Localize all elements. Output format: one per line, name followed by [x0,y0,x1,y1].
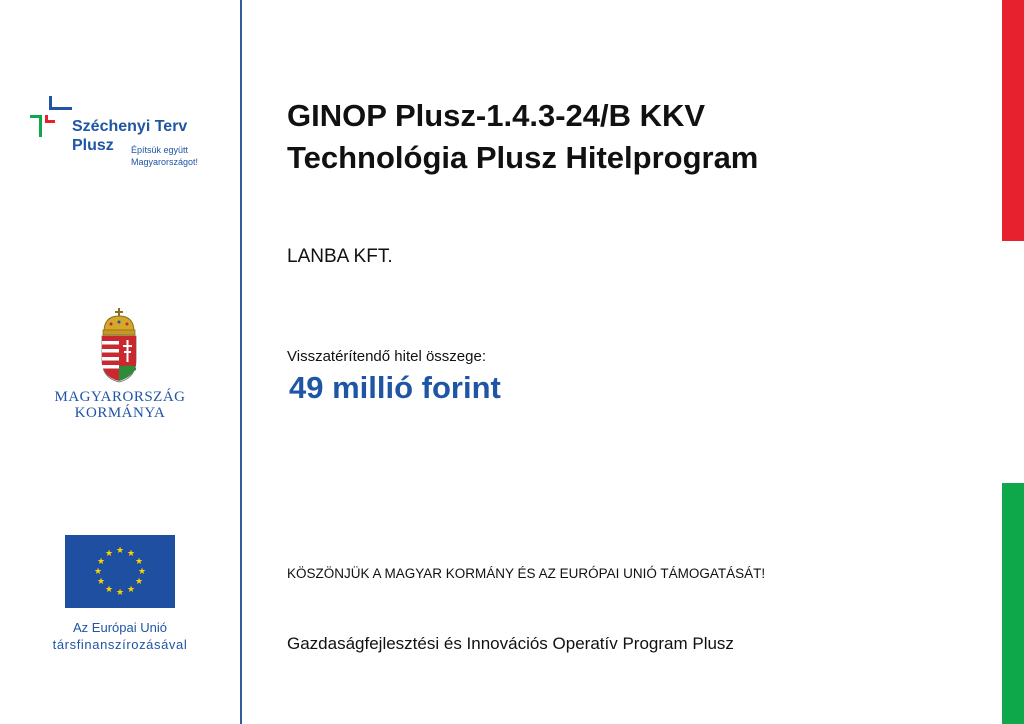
svg-text:★: ★ [137,567,147,577]
szechenyi-tagline [131,144,198,168]
government-name-line2: KORMÁNYA [74,405,166,421]
szechenyi-tagline-line1: Építsük együtt [131,145,189,155]
szechenyi-tagline-line2: Magyarországot! [131,157,199,167]
szechenyi-plusz: Plusz [72,137,114,154]
eu-cofinance-line2: társfinanszírozásával [52,637,188,652]
column-divider [240,0,242,724]
loan-amount-value: 49 millió forint [289,370,501,405]
svg-text:★: ★ [126,585,136,595]
svg-text:★: ★ [104,585,114,595]
eu-cofinance-line1: Az Európai Unió [73,620,167,635]
svg-text:★: ★ [96,577,106,587]
szechenyi-terv-logo [28,96,228,176]
svg-text:★: ★ [126,549,136,559]
operational-program-name: Gazdaságfejlesztési és Innovációs Operatív Program Plusz [287,634,734,653]
flag-stripe-green [1002,483,1024,724]
svg-text:★: ★ [96,557,106,567]
hungarian-coat-of-arms-icon [99,308,139,384]
svg-text:★: ★ [134,557,144,567]
szechenyi-title: Széchenyi Terv [72,118,188,135]
svg-text:★: ★ [104,549,114,559]
program-title-line2: Technológia Plusz Hitelprogram [287,140,759,175]
svg-text:★: ★ [115,588,125,598]
svg-text:★: ★ [134,577,144,587]
szechenyi-cross-icon [28,96,72,142]
program-title-line1: GINOP Plusz-1.4.3-24/B KKV [287,98,706,133]
svg-text:★: ★ [93,567,103,577]
beneficiary-name: LANBA KFT. [287,246,393,267]
government-name-line1: MAGYARORSZÁG [54,389,186,405]
loan-amount-label: Visszatérítendő hitel összege: [287,348,487,365]
eu-flag-icon [65,535,175,608]
svg-text:★: ★ [115,546,125,556]
acknowledgement-text: KÖSZÖNJÜK A MAGYAR KORMÁNY ÉS AZ EURÓPAI UNIÓ TÁMOGATÁSÁT! [287,566,766,581]
flag-stripe-red [1002,0,1024,241]
